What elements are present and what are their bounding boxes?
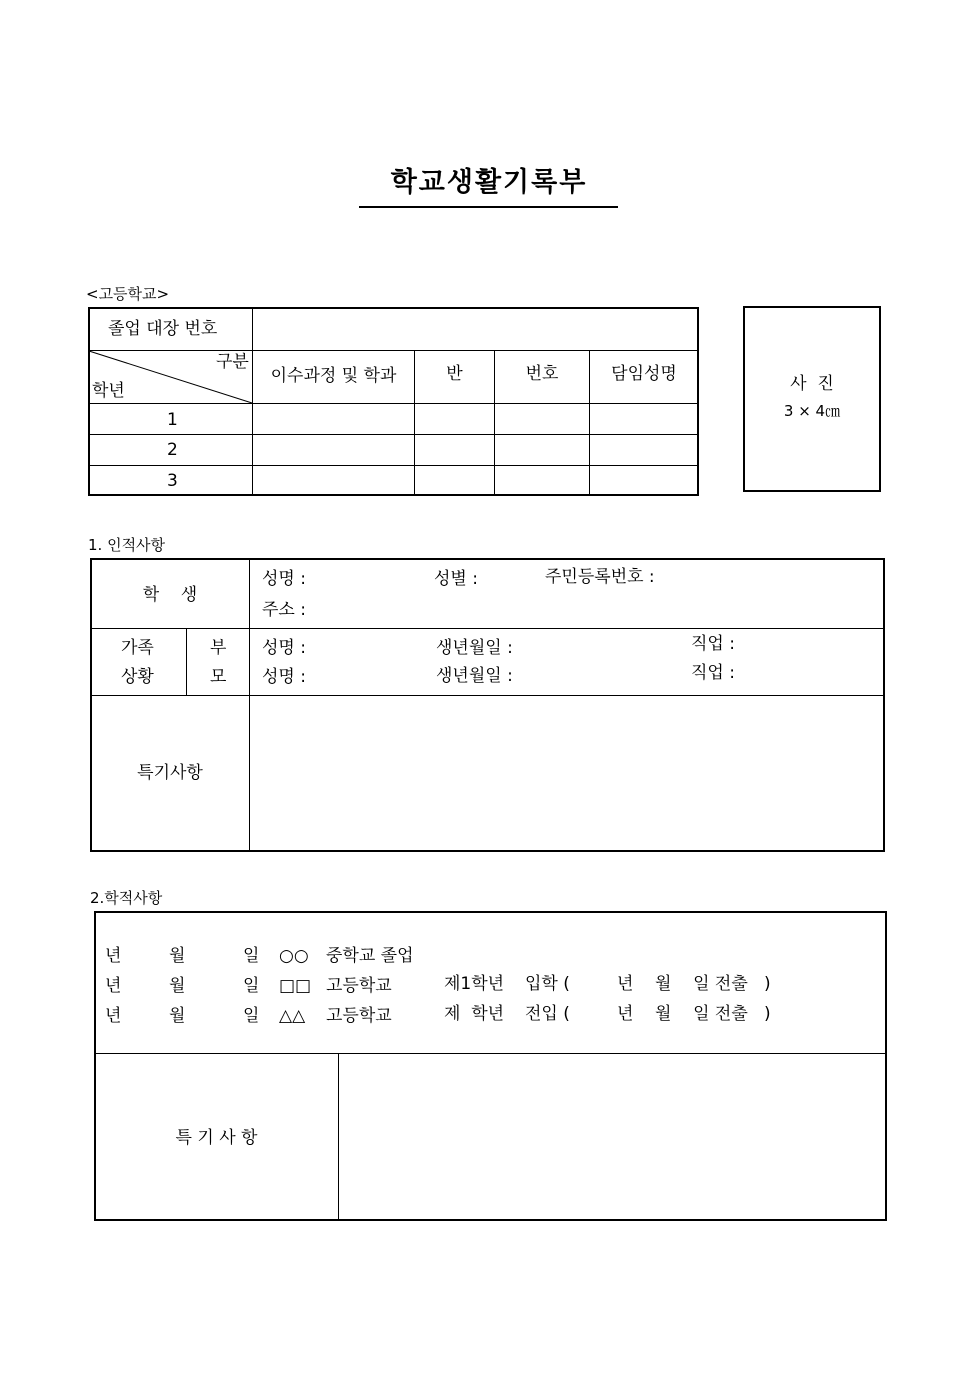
grad-register-label: 졸업 대장 번호 bbox=[108, 319, 218, 339]
diag-header-bottom: 학년 bbox=[92, 381, 125, 401]
name-label: 성명 : bbox=[262, 569, 306, 589]
table-rule bbox=[89, 403, 698, 404]
row3-grade: 제 학년 bbox=[444, 1004, 505, 1024]
mother-birth-label: 생년월일 : bbox=[436, 666, 513, 686]
table-rule bbox=[89, 465, 698, 466]
row2-mark: □□ bbox=[279, 976, 312, 996]
table-rule bbox=[91, 628, 884, 629]
row1-school: 중학교 졸업 bbox=[326, 946, 414, 966]
photo-box bbox=[743, 306, 881, 492]
father-job-label: 직업 : bbox=[691, 634, 735, 654]
row2-transfer: 년 월 일 전출 ) bbox=[617, 974, 771, 994]
section1-heading: 1. 인적사항 bbox=[88, 536, 166, 554]
row3-year: 년 bbox=[105, 1006, 122, 1026]
sex-label: 성별 : bbox=[434, 569, 478, 589]
page-title: 학교생활기록부 bbox=[390, 167, 588, 198]
photo-label: 사 진 bbox=[790, 374, 834, 394]
mother-label: 모 bbox=[210, 667, 227, 687]
row3-school: 고등학교 bbox=[326, 1006, 392, 1026]
remarks-label-2: 특 기 사 항 bbox=[175, 1128, 258, 1148]
grade-2: 2 bbox=[167, 440, 178, 460]
photo-size: 3 × 4㎝ bbox=[783, 402, 841, 420]
grade-3: 3 bbox=[167, 471, 178, 491]
row2-year: 년 bbox=[105, 976, 122, 996]
resident-number-label: 주민등록번호 : bbox=[545, 567, 655, 587]
table-rule bbox=[249, 559, 250, 851]
title-underline bbox=[359, 206, 618, 208]
table-rule bbox=[252, 350, 698, 351]
row2-day: 일 bbox=[243, 976, 260, 996]
diag-header-top: 구분 bbox=[216, 352, 249, 372]
table-rule bbox=[252, 308, 253, 495]
header-teacher: 담임성명 bbox=[611, 364, 677, 384]
mother-job-label: 직업 : bbox=[691, 663, 735, 683]
grade-1: 1 bbox=[167, 410, 178, 430]
row1-month: 월 bbox=[169, 946, 186, 966]
family-label-2: 상황 bbox=[121, 667, 154, 687]
table-rule bbox=[186, 629, 187, 695]
section2-heading: 2.학적사항 bbox=[90, 889, 163, 907]
academic-record-table bbox=[94, 911, 887, 1221]
row1-year: 년 bbox=[105, 946, 122, 966]
row2-action: 입학 ( bbox=[525, 974, 570, 994]
father-birth-label: 생년월일 : bbox=[436, 638, 513, 658]
row3-transfer: 년 월 일 전출 ) bbox=[617, 1004, 771, 1024]
family-label-1: 가족 bbox=[121, 638, 154, 658]
row1-day: 일 bbox=[243, 946, 260, 966]
row3-day: 일 bbox=[243, 1006, 260, 1026]
student-label: 학 생 bbox=[142, 585, 198, 605]
mother-name-label: 성명 : bbox=[262, 667, 306, 687]
row3-month: 월 bbox=[169, 1006, 186, 1026]
row3-mark: △△ bbox=[279, 1006, 306, 1026]
row2-month: 월 bbox=[169, 976, 186, 996]
header-course: 이수과정 및 학과 bbox=[270, 366, 397, 386]
table-rule bbox=[91, 695, 884, 696]
table-rule bbox=[95, 1053, 886, 1054]
school-level-label: <고등학교> bbox=[86, 285, 170, 303]
row2-grade: 제1학년 bbox=[444, 974, 505, 994]
table-rule bbox=[338, 1054, 339, 1220]
father-label: 부 bbox=[210, 638, 227, 658]
address-label: 주소 : bbox=[262, 600, 306, 620]
row1-mark: ○○ bbox=[279, 946, 309, 966]
header-class: 반 bbox=[446, 364, 463, 384]
table-rule bbox=[89, 434, 698, 435]
row3-action: 전입 ( bbox=[525, 1004, 570, 1024]
header-number: 번호 bbox=[525, 364, 559, 384]
row2-school: 고등학교 bbox=[326, 976, 392, 996]
father-name-label: 성명 : bbox=[262, 638, 306, 658]
remarks-label-1: 특기사항 bbox=[137, 763, 203, 783]
